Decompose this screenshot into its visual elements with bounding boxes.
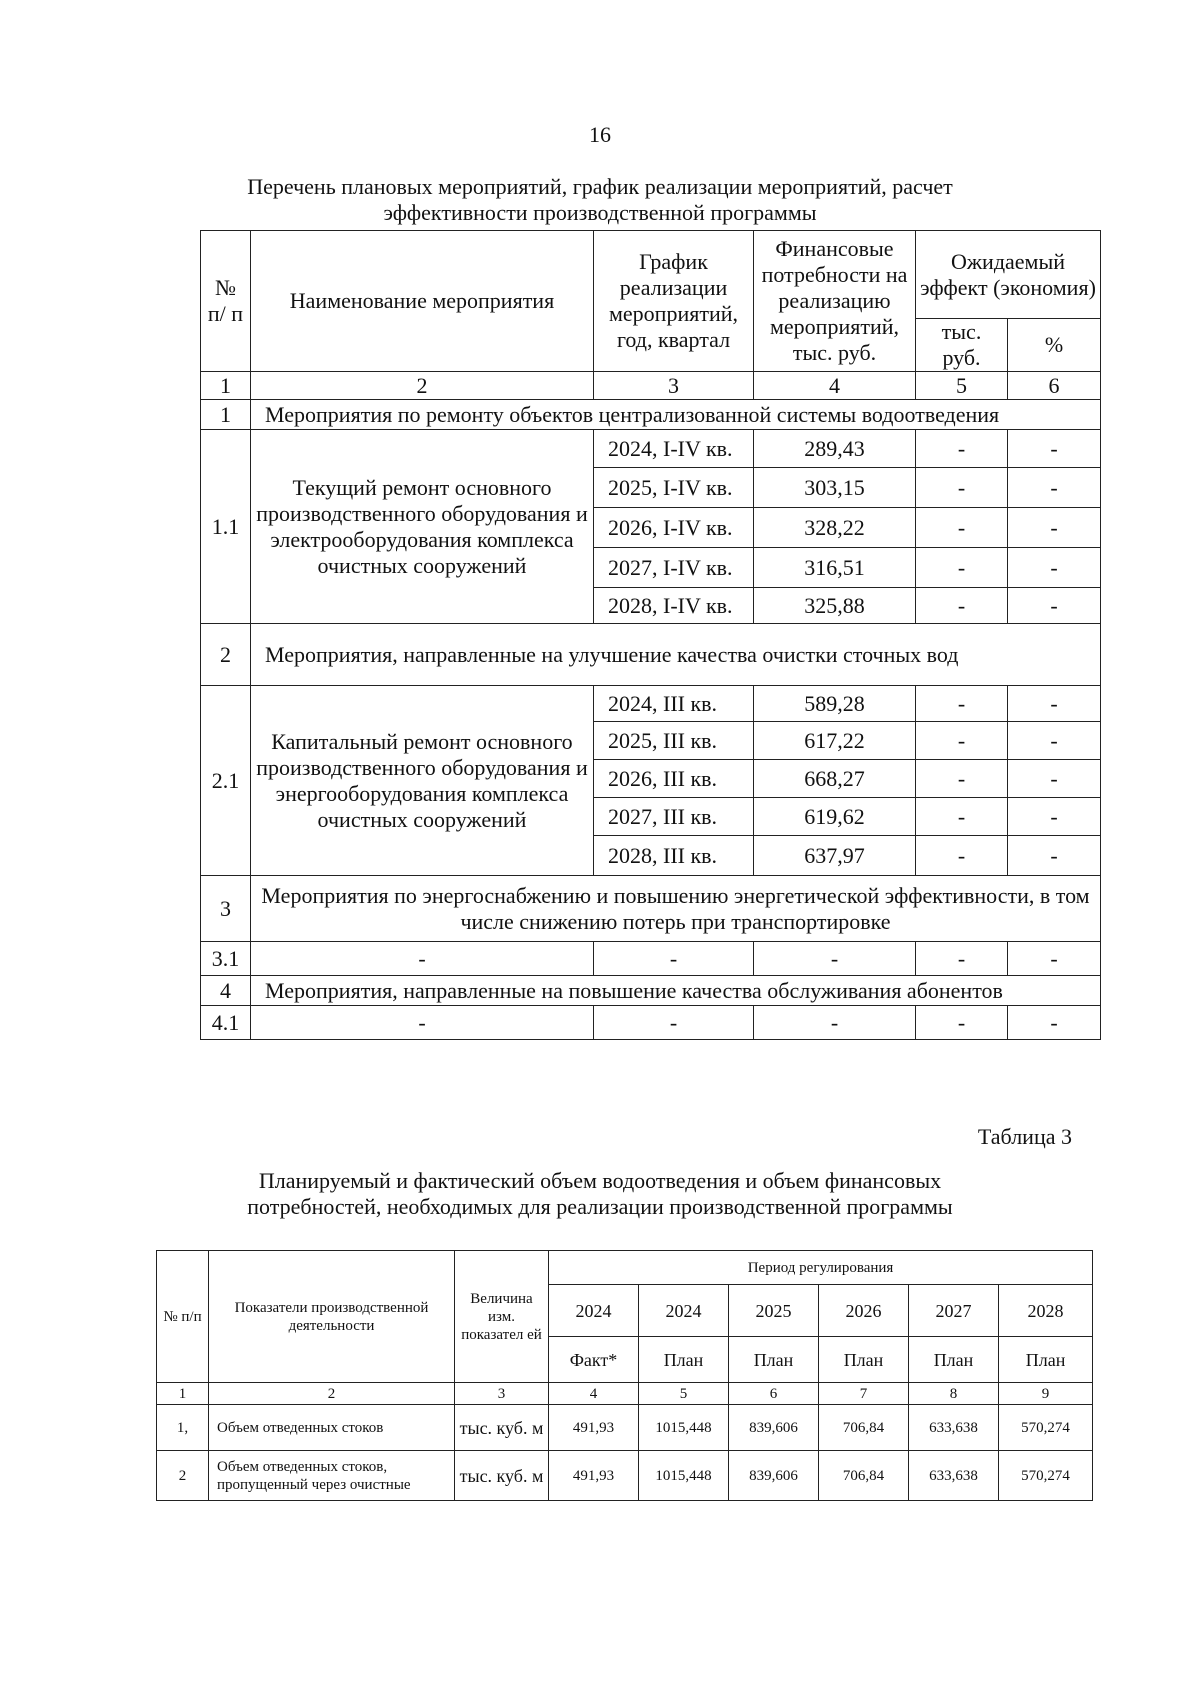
header-unit: Величина изм. показател ей — [455, 1251, 549, 1383]
period-cell: 2027, I-IV кв. — [594, 548, 754, 588]
volume-table — [156, 1250, 1093, 1501]
col-number: 4 — [549, 1383, 639, 1405]
section-num: 4 — [201, 976, 251, 1006]
period-cell: 2024, I-IV кв. — [594, 430, 754, 468]
value-cell: 839,606 — [729, 1405, 819, 1451]
header-effect-pct: % — [1008, 319, 1101, 372]
col-number: 6 — [729, 1383, 819, 1405]
table-header-row — [201, 231, 1101, 319]
section-row — [201, 976, 1101, 1006]
effect-thous-cell: - — [916, 468, 1008, 508]
table1-title-line2: эффективности производственной программы — [383, 200, 817, 225]
column-number-row — [157, 1383, 1093, 1405]
effect-thous-cell: - — [916, 508, 1008, 548]
col-number: 4 — [754, 372, 916, 400]
header-year: 2025 — [729, 1285, 819, 1337]
item-name: Текущий ремонт основного производственного оборудования и электрооборудования комплекса очистных сооружений — [251, 430, 594, 624]
header-kind: Факт* — [549, 1337, 639, 1383]
header-year: 2028 — [999, 1285, 1093, 1337]
amount-cell: 619,62 — [754, 798, 916, 836]
table2-title-line2: потребностей, необходимых для реализации производственной программы — [247, 1194, 953, 1219]
table2-title — [0, 1168, 1200, 1220]
effect-pct-cell: - — [1008, 722, 1101, 760]
row-indicator: Объем отведенных стоков — [209, 1405, 455, 1451]
header-year: 2024 — [639, 1285, 729, 1337]
period-cell: 2026, I-IV кв. — [594, 508, 754, 548]
period-cell: 2026, III кв. — [594, 760, 754, 798]
col-number: 6 — [1008, 372, 1101, 400]
period-cell: 2028, III кв. — [594, 836, 754, 876]
table1-title — [0, 174, 1200, 226]
effect-thous-cell: - — [916, 798, 1008, 836]
item-name: - — [251, 942, 594, 976]
row-unit: тыс. куб. м — [455, 1405, 549, 1451]
table-row — [201, 942, 1101, 976]
amount-cell: 303,15 — [754, 468, 916, 508]
value-cell: 633,638 — [909, 1451, 999, 1501]
column-number-row — [201, 372, 1101, 400]
effect-pct-cell: - — [1008, 508, 1101, 548]
amount-cell: 325,88 — [754, 588, 916, 624]
period-cell: 2024, III кв. — [594, 686, 754, 722]
effect-thous-cell: - — [916, 760, 1008, 798]
section-num: 2 — [201, 624, 251, 686]
section-title: Мероприятия, направленные на повышение качества обслуживания абонентов — [251, 976, 1101, 1006]
effect-pct-cell: - — [1008, 942, 1101, 976]
effect-thous-cell: - — [916, 942, 1008, 976]
table-row — [201, 686, 1101, 722]
table-header-row — [157, 1251, 1093, 1285]
value-cell: 1015,448 — [639, 1405, 729, 1451]
header-num: № п/ п — [201, 231, 251, 372]
effect-thous-cell: - — [916, 686, 1008, 722]
effect-thous-cell: - — [916, 1006, 1008, 1040]
amount-cell: - — [754, 942, 916, 976]
effect-pct-cell: - — [1008, 686, 1101, 722]
effect-pct-cell: - — [1008, 760, 1101, 798]
section-row — [201, 876, 1101, 942]
section-num: 1 — [201, 400, 251, 430]
header-year: 2026 — [819, 1285, 909, 1337]
col-number: 5 — [639, 1383, 729, 1405]
header-num: № п/п — [157, 1251, 209, 1383]
value-cell: 491,93 — [549, 1405, 639, 1451]
item-num: 3.1 — [201, 942, 251, 976]
amount-cell: 589,28 — [754, 686, 916, 722]
header-indicator: Показатели производственной деятельности — [209, 1251, 455, 1383]
effect-thous-cell: - — [916, 836, 1008, 876]
value-cell: 570,274 — [999, 1405, 1093, 1451]
col-number: 1 — [201, 372, 251, 400]
value-cell: 570,274 — [999, 1451, 1093, 1501]
col-number: 2 — [251, 372, 594, 400]
period-cell: - — [594, 942, 754, 976]
header-year: 2027 — [909, 1285, 999, 1337]
table-row — [201, 430, 1101, 468]
header-kind: План — [819, 1337, 909, 1383]
value-cell: 839,606 — [729, 1451, 819, 1501]
amount-cell: 668,27 — [754, 760, 916, 798]
period-cell: 2027, III кв. — [594, 798, 754, 836]
table2-title-line1: Планируемый и фактический объем водоотведения и объем финансовых — [258, 1168, 942, 1193]
value-cell: 491,93 — [549, 1451, 639, 1501]
amount-cell: 617,22 — [754, 722, 916, 760]
effect-thous-cell: - — [916, 588, 1008, 624]
header-kind: План — [729, 1337, 819, 1383]
amount-cell: 637,97 — [754, 836, 916, 876]
header-kind: План — [999, 1337, 1093, 1383]
header-finance: Финансовые потребности на реализацию мероприятий, тыс. руб. — [754, 231, 916, 372]
period-cell: 2025, I-IV кв. — [594, 468, 754, 508]
amount-cell: - — [754, 1006, 916, 1040]
value-cell: 633,638 — [909, 1405, 999, 1451]
section-num: 3 — [201, 876, 251, 942]
header-kind: План — [639, 1337, 729, 1383]
item-num: 4.1 — [201, 1006, 251, 1040]
section-title: Мероприятия по ремонту объектов централизованной системы водоотведения — [251, 400, 1101, 430]
amount-cell: 289,43 — [754, 430, 916, 468]
effect-pct-cell: - — [1008, 588, 1101, 624]
effect-pct-cell: - — [1008, 548, 1101, 588]
header-effect-thous: тыс. руб. — [916, 319, 1008, 372]
table-row — [201, 1006, 1101, 1040]
section-title: Мероприятия, направленные на улучшение качества очистки сточных вод — [251, 624, 1101, 686]
table-label: Таблица 3 — [977, 1124, 1072, 1149]
value-cell: 706,84 — [819, 1405, 909, 1451]
period-cell: 2028, I-IV кв. — [594, 588, 754, 624]
item-name: Капитальный ремонт основного производственного оборудования и энергооборудования комплекса очистных сооружений — [251, 686, 594, 876]
row-num: 1, — [157, 1405, 209, 1451]
row-indicator: Объем отведенных стоков, пропущенный через очистные — [209, 1451, 455, 1501]
effect-pct-cell: - — [1008, 468, 1101, 508]
value-cell: 706,84 — [819, 1451, 909, 1501]
table-row — [157, 1451, 1093, 1501]
table-row — [157, 1405, 1093, 1451]
col-number: 8 — [909, 1383, 999, 1405]
col-number: 3 — [455, 1383, 549, 1405]
effect-pct-cell: - — [1008, 1006, 1101, 1040]
header-period: Период регулирования — [549, 1251, 1093, 1285]
effect-thous-cell: - — [916, 430, 1008, 468]
header-name: Наименование мероприятия — [251, 231, 594, 372]
item-name: - — [251, 1006, 594, 1040]
period-cell: - — [594, 1006, 754, 1040]
header-schedule: График реализации мероприятий, год, квартал — [594, 231, 754, 372]
page-number: 16 — [589, 122, 611, 147]
value-cell: 1015,448 — [639, 1451, 729, 1501]
effect-thous-cell: - — [916, 722, 1008, 760]
amount-cell: 316,51 — [754, 548, 916, 588]
measures-table — [200, 230, 1101, 1040]
section-title: Мероприятия по энергоснабжению и повышению энергетической эффективности, в том числе снижению потерь при транспортировке — [251, 876, 1101, 942]
effect-pct-cell: - — [1008, 836, 1101, 876]
effect-pct-cell: - — [1008, 798, 1101, 836]
item-num: 1.1 — [201, 430, 251, 624]
row-unit: тыс. куб. м — [455, 1451, 549, 1501]
col-number: 7 — [819, 1383, 909, 1405]
col-number: 5 — [916, 372, 1008, 400]
row-num: 2 — [157, 1451, 209, 1501]
amount-cell: 328,22 — [754, 508, 916, 548]
item-num: 2.1 — [201, 686, 251, 876]
effect-pct-cell: - — [1008, 430, 1101, 468]
header-kind: План — [909, 1337, 999, 1383]
col-number: 1 — [157, 1383, 209, 1405]
section-row — [201, 624, 1101, 686]
effect-thous-cell: - — [916, 548, 1008, 588]
section-row — [201, 400, 1101, 430]
col-number: 2 — [209, 1383, 455, 1405]
header-effect: Ожидаемый эффект (экономия) — [916, 231, 1101, 319]
period-cell: 2025, III кв. — [594, 722, 754, 760]
table1-title-line1: Перечень плановых мероприятий, график реализации мероприятий, расчет — [247, 174, 953, 199]
col-number: 9 — [999, 1383, 1093, 1405]
header-year: 2024 — [549, 1285, 639, 1337]
col-number: 3 — [594, 372, 754, 400]
